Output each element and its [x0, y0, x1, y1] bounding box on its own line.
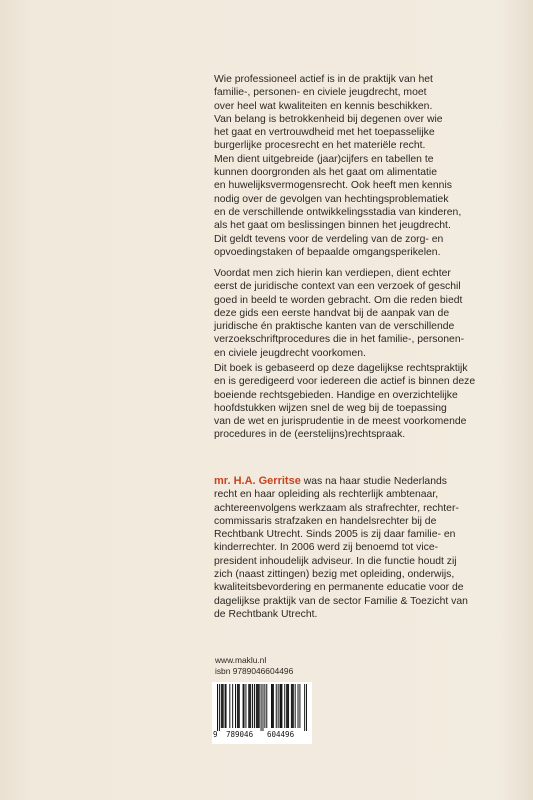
barcode-bar — [288, 684, 289, 728]
barcode-bar — [223, 684, 224, 728]
blurb-line: als het gaat om beslissingen binnen het jeugdrecht. — [214, 220, 451, 232]
barcode-bar — [272, 684, 273, 728]
barcode-bar — [259, 684, 260, 728]
barcode-bar — [225, 684, 226, 728]
barcode-bar — [250, 684, 251, 728]
barcode-bar — [264, 684, 265, 728]
barcode-bar — [299, 684, 300, 728]
publisher-info — [215, 655, 293, 677]
author-bio-line: recht en haar opleiding als rechterlijk ambtenaar, — [214, 489, 439, 501]
barcode-bar — [278, 684, 279, 728]
blurb-line: en civiele jeugdrecht voorkomen. — [214, 347, 366, 359]
author-bio-lines — [214, 488, 514, 621]
blurb-line: verzoekschriftprocedures die in het familie-, personen- — [214, 334, 465, 346]
barcode-bar — [217, 684, 218, 731]
barcode-bar — [280, 684, 281, 728]
author-bio-line: Rechtbank Utrecht. Sinds 2005 is zij daar familie- en — [214, 529, 456, 541]
barcode-bar — [232, 684, 233, 728]
blurb-line: en de verschillende ontwikkelingsstadia van kinderen, — [214, 206, 462, 218]
barcode-bar — [244, 684, 245, 728]
barcode-bar — [226, 684, 227, 728]
blurb-line: Van belang is betrokkenheid bij degenen over wie — [214, 113, 443, 125]
blurb-line: van de wet en jurisprudentie in de meest voorkomende — [214, 416, 467, 428]
author-bio-line: commissaris strafzaken en handelsrechter bij de — [214, 515, 437, 527]
barcode-bar — [276, 684, 277, 728]
blurb-line: opvoedingstaken of bepaalde omgangsperikelen. — [214, 246, 441, 258]
barcode-bar — [222, 684, 223, 728]
blurb-line: Dit boek is gebaseerd op deze dagelijkse rechtspraktijk — [214, 363, 468, 374]
blurb-line: Men dient uitgebreide (jaar)cijfers en tabellen te — [214, 153, 434, 165]
barcode-bar — [219, 684, 220, 731]
blurb-paragraph-3 — [214, 362, 514, 442]
isbn-barcode — [212, 682, 312, 744]
blurb-line: en huwelijksvermogensrecht. Ook heeft men kennis — [214, 180, 452, 192]
barcode-right-digits: 604496 — [267, 730, 295, 739]
blurb-paragraph-2 — [214, 267, 514, 360]
blurb-line: Wie professioneel actief is in de praktijk van het — [214, 74, 433, 85]
barcode-bar — [261, 684, 262, 731]
barcode-bar — [280, 684, 281, 728]
barcode-bar — [292, 684, 293, 728]
barcode-bar — [235, 684, 236, 728]
barcode-bar — [245, 684, 246, 728]
blurb-paragraph-1 — [214, 73, 514, 259]
barcode-bar — [248, 684, 249, 728]
author-bio-first-line-rest: was na haar studie Nederlands — [300, 476, 447, 487]
barcode-bar — [258, 684, 259, 728]
barcode-lead-digit: 9 — [213, 730, 218, 739]
barcode-bars — [217, 684, 307, 731]
barcode-bar — [238, 684, 239, 728]
isbn-number: isbn 9789046604496 — [215, 666, 294, 676]
barcode-bar — [257, 684, 258, 728]
barcode-left-digits: 789046 — [226, 730, 254, 739]
barcode-bar — [243, 684, 244, 728]
blurb-line: kunnen doorgronden als het gaat om alimentatie — [214, 167, 437, 179]
publisher-website: www.maklu.nl — [215, 655, 267, 665]
blurb-line: het gaat en vertrouwdheid met het toepasselijke — [214, 127, 435, 139]
barcode-bar — [252, 684, 253, 728]
barcode-bar — [306, 684, 307, 731]
barcode-bar — [237, 684, 238, 728]
barcode-bar — [304, 684, 305, 731]
barcode-bar — [295, 684, 296, 728]
barcode-bar — [273, 684, 274, 728]
author-bio-line: achtereenvolgens werkzaam als strafrechter, rechter- — [214, 502, 459, 514]
barcode-bar — [221, 684, 222, 728]
barcode-bar — [284, 684, 285, 728]
blurb-line: procedures in de (eerstelijns)rechtspraak. — [214, 429, 406, 441]
author-bio-line: de Rechtbank Utrecht. — [214, 608, 318, 620]
barcode-bar — [281, 684, 282, 728]
blurb-line: juridische én praktische kanten van de verschillende — [214, 321, 455, 333]
blurb-line: Dit geldt tevens voor de verdeling van de zorg- en — [214, 233, 444, 245]
author-name: mr. H.A. Gerritse — [214, 475, 301, 487]
barcode-bar — [298, 684, 299, 728]
author-bio-first-line — [214, 475, 514, 488]
blurb-line: Voordat men zich hierin kan verdiepen, dient echter — [214, 268, 451, 279]
blurb-line: hoofdstukken wijzen snel de weg bij de toepassing — [214, 402, 447, 414]
barcode-bar — [239, 684, 240, 728]
barcode-bar — [266, 684, 267, 728]
blurb-line: boeiende rechtsgebieden. Handige en overzichtelijke — [214, 389, 458, 401]
barcode-bar — [293, 684, 294, 728]
author-bio-line: kwaliteitsbevordering en permanente educatie voor de — [214, 582, 464, 594]
barcode-bar — [229, 684, 230, 728]
blurb-line: deze gids een eerste handvat bij de aanpak van de — [214, 307, 450, 319]
author-bio-line: kinderrechter. In 2006 werd zij benoemd tot vice- — [214, 542, 439, 554]
blurb-line: over heel wat kwaliteiten en kennis beschikken. — [214, 100, 433, 112]
barcode-bar — [271, 684, 272, 728]
blurb-line: goed in beeld te worden gebracht. Om die reden biedt — [214, 294, 463, 306]
blurb-line: burgerlijke procesrecht en het materiële recht. — [214, 140, 426, 152]
author-bio-line: president inhoudelijk adviseur. In die functie houdt zij — [214, 555, 457, 567]
barcode-bar — [286, 684, 287, 728]
barcode-bar — [291, 684, 292, 728]
barcode-bar — [262, 684, 263, 731]
barcode-bar — [249, 684, 250, 728]
blurb-line: nodig over de gevolgen van hechtingsproblematiek — [214, 193, 449, 205]
blurb-line: familie-, personen- en civiele jeugdrecht, moet — [214, 87, 427, 99]
author-bio-line: zich (naast zittingen) bezig met opleiding, onderwijs, — [214, 569, 455, 581]
barcode-bar — [256, 684, 257, 728]
blurb-line: eerst de juridische context van een verzoek of geschil — [214, 281, 461, 293]
author-bio-line: dagelijkse praktijk van de sector Familie & Toezicht van — [214, 595, 468, 607]
blurb-line: en is geredigeerd voor iedereen die actief is binnen deze — [214, 376, 476, 388]
barcode-bar — [287, 684, 288, 728]
barcode-bar — [254, 684, 255, 728]
author-bio — [214, 475, 514, 621]
